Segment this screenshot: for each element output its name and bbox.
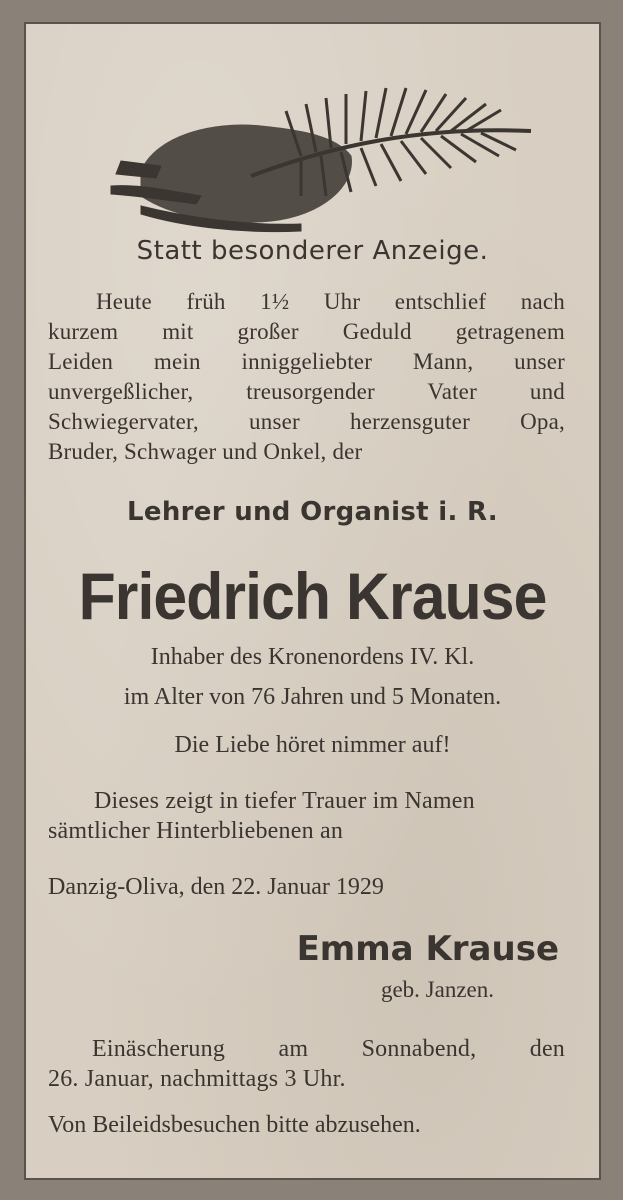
- signer-name: Emma Krause: [296, 929, 559, 969]
- signer-maiden-name: geb. Janzen.: [380, 977, 494, 1002]
- place-date: Danzig-Oliva, den 22. Januar 1929: [48, 874, 384, 900]
- mourning-line: sämtlicher Hinterbliebenen an: [48, 818, 344, 844]
- intro-line: Heute früh 1½ Uhr entschlief nach: [96, 289, 565, 314]
- cremation-line: 26. Januar, nachmittags 3 Uhr.: [48, 1066, 346, 1092]
- deceased-name: Friedrich Krause: [78, 559, 547, 633]
- profession-title: Lehrer und Organist i. R.: [127, 497, 498, 527]
- intro-line: unvergeßlicher, treusorgender Vater und: [48, 379, 565, 404]
- intro-line: Leiden mein inniggeliebter Mann, unser: [48, 349, 565, 374]
- notice-heading: Statt besonderer Anzeige.: [136, 236, 489, 266]
- cremation-line: Einäscherung am Sonnabend, den: [92, 1036, 565, 1062]
- age-line: im Alter von 76 Jahren und 5 Monaten.: [123, 684, 502, 710]
- obituary-notice: [24, 22, 601, 1180]
- closing-line: Von Beileidsbesuchen bitte abzusehen.: [48, 1112, 421, 1138]
- intro-line: Schwiegervater, unser herzensguter Opa,: [48, 409, 565, 434]
- intro-line: Bruder, Schwager und Onkel, der: [48, 439, 363, 464]
- palm-frond-wreath-icon: [101, 66, 541, 236]
- motto-line: Die Liebe höret nimmer auf!: [174, 732, 451, 758]
- intro-line: kurzem mit großer Geduld getragenem: [48, 319, 565, 344]
- mourning-line: Dieses zeigt in tiefer Trauer im Namen: [94, 788, 475, 814]
- honor-line: Inhaber des Kronenordens IV. Kl.: [150, 644, 475, 670]
